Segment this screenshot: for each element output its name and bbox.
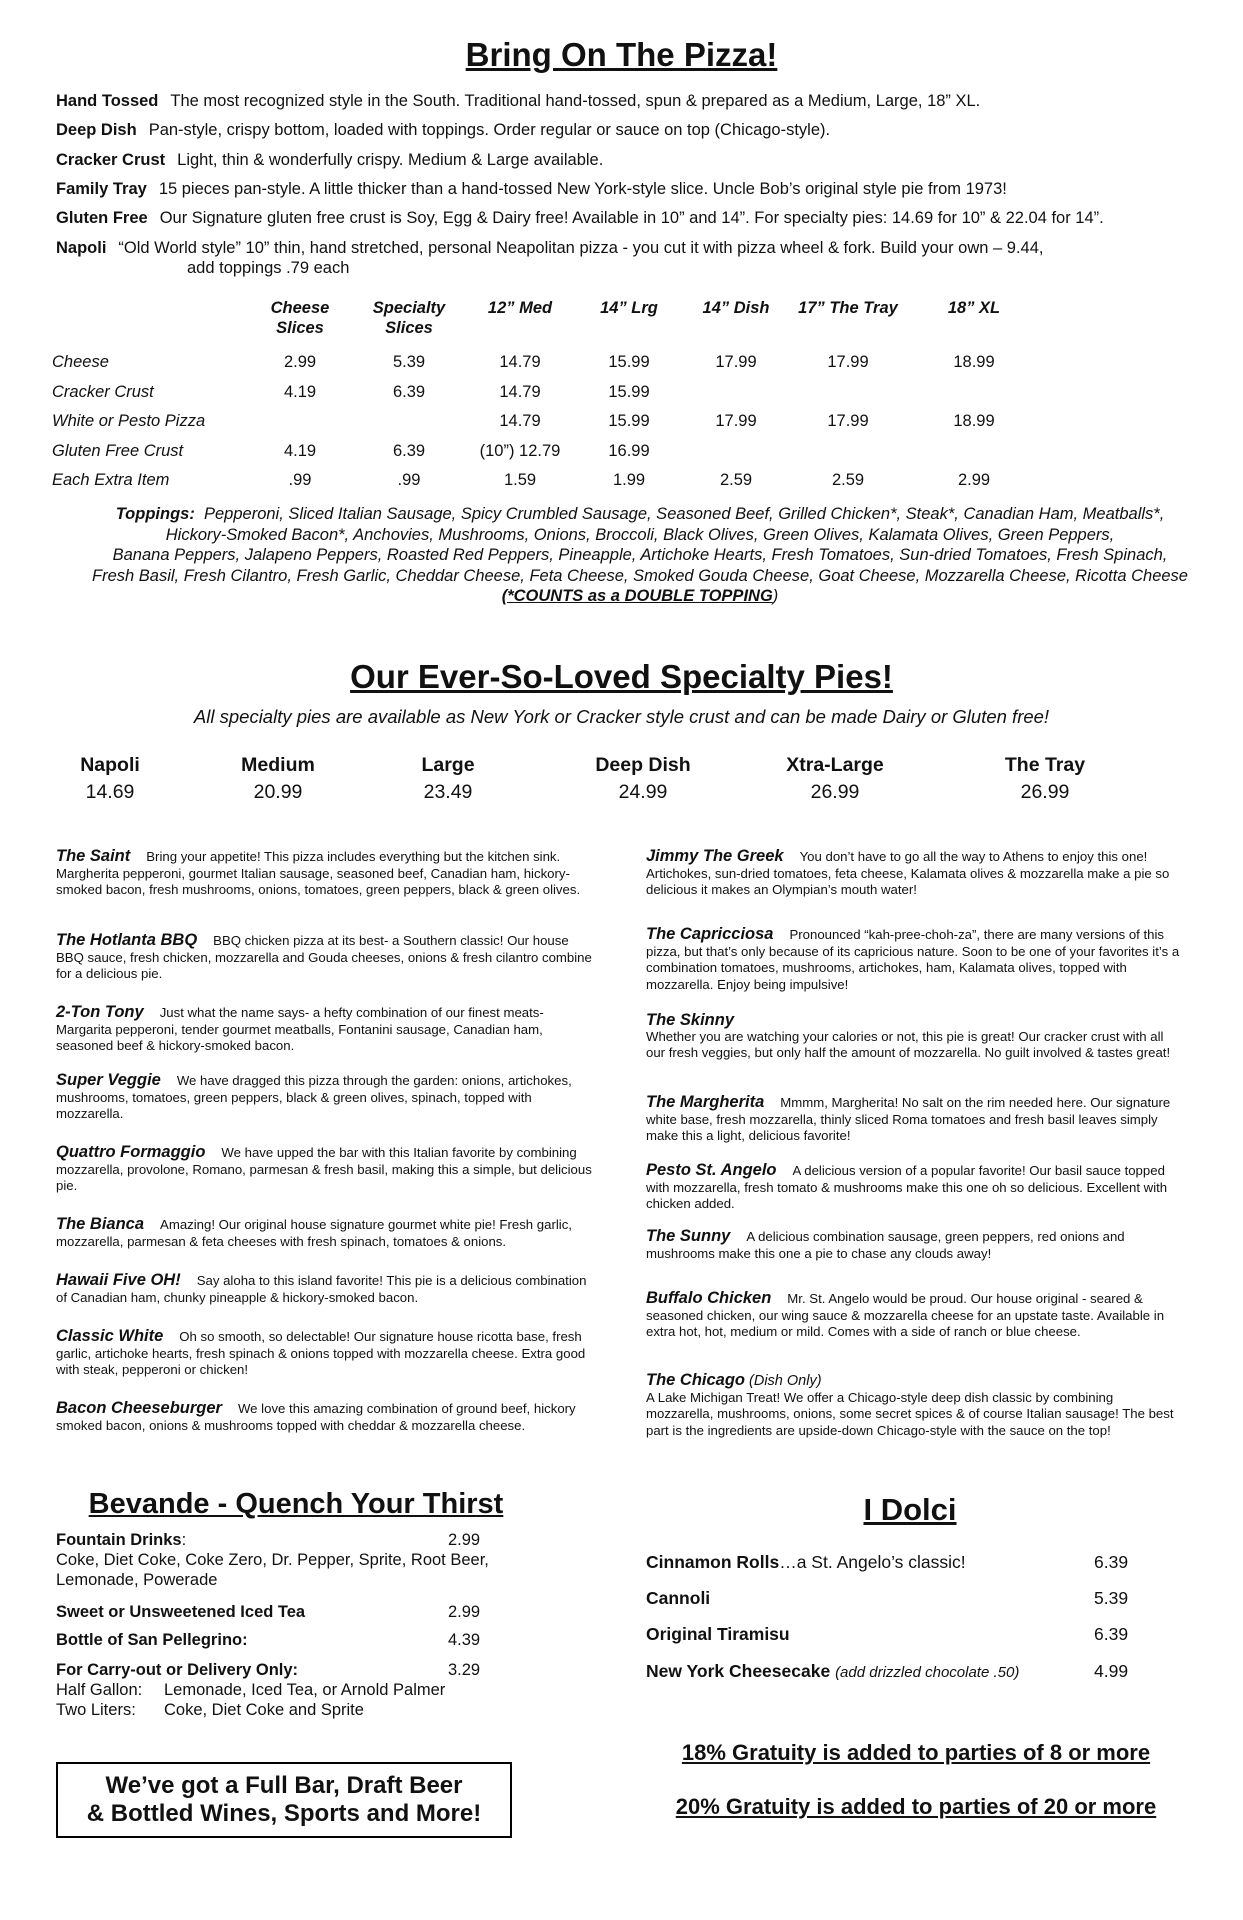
price-cell: 15.99 xyxy=(608,412,650,431)
size-large: Large 23.49 xyxy=(421,754,475,803)
price-cell: 2.99 xyxy=(957,471,991,490)
price-cell xyxy=(684,378,788,408)
table-row xyxy=(52,407,1040,437)
price-cell: 2.59 xyxy=(831,471,865,490)
price-cell: 15.99 xyxy=(608,382,650,401)
price-cell: 15.99 xyxy=(608,353,650,372)
pellegrino-row: Bottle of San Pellegrino: 4.39 xyxy=(56,1631,481,1649)
size-napoli: Napoli 14.69 xyxy=(80,754,140,803)
size-xtra-large: Xtra-Large 26.99 xyxy=(786,754,884,803)
toppings-list: Toppings: Pepperoni, Sliced Italian Sausage, Spicy Crumbled Sausage, Seasoned Beef, Grilled Chicken*, Steak*, Canadian Ham, Meatballs*, Hickory-Smoked Bacon*, Anchovies, Mushrooms, Onions, Broccoli, Black Olives, Green Olives, Kalamata Olives, Green Peppers, Banana Peppers, Jalapeno Peppers, Roasted Red Peppers, Pineapple, Artichoke Hearts, Fresh Tomatoes, Sun-dried Tomatoes, Fresh Spinach, Fresh Basil, Fresh Cilantro, Fresh Garlic, Cheddar Cheese, Feta Cheese, Smoked Gouda Cheese, Goat Cheese, Mozzarella Cheese, Ricotta Cheese (*COUNTS as a DOUBLE TOPPING) xyxy=(92,505,1188,605)
pie-hawaii-five-oh: Hawaii Five OH! Say aloha to this island favorite! This pie is a delicious combination of Canadian ham, chunky pineapple & hickory-smoked bacon. xyxy=(56,1271,587,1305)
price-cell: 4.19 xyxy=(283,382,317,401)
pie-classic-white: Classic White Oh so smooth, so delectable! Our signature house ricotta base, fresh garlic, artichoke hearts, fresh spinach & onions topped with mozzarella cheese. Extra good with steak, pepperoni or chicken! xyxy=(56,1327,586,1377)
row-label: Gluten Free Crust xyxy=(52,441,184,460)
toppings-label: Toppings: xyxy=(115,505,195,523)
price-cell: 17.99 xyxy=(715,353,757,372)
price-cell xyxy=(684,437,788,467)
price-cell xyxy=(908,378,1040,408)
price-cell: 2.99 xyxy=(283,353,317,372)
header-cell: 12” Med xyxy=(487,299,553,317)
price-cell: 1.99 xyxy=(612,471,646,490)
pie-hotlanta-bbq: The Hotlanta BBQ BBQ chicken pizza at its best- a Southern classic! Our house BBQ sauce, fresh chicken, mozzarella and Gouda cheeses, onions & fresh cilantro combine for a delicious pie. xyxy=(56,931,592,981)
pie-the-skinny: The Skinny Whether you are watching your calories or not, this pie is great! Our cracker crust with all our fresh veggies, but only half the amount of mozzarella. No guilt involved & tastes great! xyxy=(646,1011,1171,1060)
style-napoli: Napoli “Old World style” 10” thin, hand stretched, personal Neapolitan pizza - you cut it with pizza wheel & fork. Build your own – 9.44, xyxy=(56,239,1044,257)
row-label: White or Pesto Pizza xyxy=(52,412,206,431)
header-cell: 14” Lrg xyxy=(600,299,658,317)
row-label: Each Extra Item xyxy=(52,471,170,490)
gratuity-notice-8: 18% Gratuity is added to parties of 8 or more xyxy=(681,1740,1151,1765)
table-row xyxy=(52,378,1040,408)
half-gallon-row: Half Gallon: Lemonade, Iced Tea, or Arnold Palmer xyxy=(56,1681,446,1699)
price-cell xyxy=(788,437,908,467)
price-cell: 14.79 xyxy=(499,412,541,431)
row-label: Cheese xyxy=(52,353,109,372)
dolci-cannoli: Cannoli xyxy=(646,1588,711,1608)
pie-the-bianca: The Bianca Amazing! Our original house signature gourmet white pie! Fresh garlic, mozzarella, parmesan & feta cheeses with fresh spinach, tomatoes & onions. xyxy=(56,1215,572,1249)
size-the-tray: The Tray 26.99 xyxy=(1004,754,1086,803)
dolci-tiramisu: Original Tiramisu xyxy=(646,1624,790,1644)
header-cell: Specialty Slices xyxy=(372,299,446,337)
iced-tea-row: Sweet or Unsweetened Iced Tea 2.99 xyxy=(56,1603,481,1621)
full-bar-banner: We’ve got a Full Bar, Draft Beer & Bottled Wines, Sports and More! xyxy=(56,1762,512,1838)
pie-pesto-st-angelo: Pesto St. Angelo A delicious version of a popular favorite! Our basil sauce topped with mozzarella, fresh tomato & mushrooms make this one oh so delicious. Excellent with chicken added. xyxy=(646,1161,1168,1211)
pie-the-capricciosa: The Capricciosa Pronounced “kah-pree-choh-za”, there are many versions of this pizza, but that’s only because of its capricious nature. Soon to be one of your favorites it’s a combination tomatoes, mushrooms, artichokes, ham, Kalamata olives, topped with mozzarella. Enjoy being impulsive! xyxy=(646,925,1180,992)
price-cell: 17.99 xyxy=(827,353,869,372)
price-cell xyxy=(248,407,352,437)
pie-the-sunny: The Sunny A delicious combination sausage, green peppers, red onions and mushrooms make this one a pie to chase any clouds away! xyxy=(646,1227,1125,1261)
table-row xyxy=(52,466,1040,496)
style-gluten-free: Gluten Free Our Signature gluten free crust is Soy, Egg & Dairy free! Available in 10” and 14”. For specialty pies: 14.69 for 10” & 22.04 for 14”. xyxy=(56,209,1104,227)
pizza-section-title: Bring On The Pizza! xyxy=(465,36,778,73)
dolci-price: 6.39 xyxy=(1094,1624,1129,1644)
price-cell: 14.79 xyxy=(499,382,541,401)
pie-2-ton-tony: 2-Ton Tony Just what the name says- a hefty combination of our finest meats- Margarita pepperoni, tender gourmet meatballs, Fontanini sausage, Canadian ham, seasoned beef & hickory-smoked bacon. xyxy=(56,1003,544,1053)
style-hand-tossed: Hand Tossed The most recognized style in the South. Traditional hand-tossed, spun & prepared as a Medium, Large, 18” XL. xyxy=(56,92,981,110)
price-cell xyxy=(352,407,466,437)
header-cell: 17” The Tray xyxy=(798,299,898,317)
specialty-section-title: Our Ever-So-Loved Specialty Pies! xyxy=(350,658,893,695)
double-topping-note: (*COUNTS as a DOUBLE TOPPING xyxy=(501,587,773,605)
carryout-row: For Carry-out or Delivery Only: 3.29 xyxy=(56,1661,481,1679)
pie-super-veggie: Super Veggie We have dragged this pizza through the garden: onions, artichokes, mushrooms, tomatoes, green peppers, black & green olives, spinach, topped with mozzarella. xyxy=(56,1071,572,1121)
drinks-section-title: Bevande - Quench Your Thirst xyxy=(88,1488,504,1520)
table-row xyxy=(52,437,1040,467)
price-cell: .99 xyxy=(397,471,421,490)
price-cell: 14.79 xyxy=(499,353,541,372)
dolci-cinnamon-rolls: Cinnamon Rolls…a St. Angelo’s classic! xyxy=(646,1552,966,1572)
fountain-drinks-list: Coke, Diet Coke, Coke Zero, Dr. Pepper, Sprite, Root Beer, Lemonade, Powerade xyxy=(56,1551,489,1589)
price-table-header xyxy=(52,298,1040,348)
pie-bacon-cheeseburger: Bacon Cheeseburger We love this amazing combination of ground beef, hickory smoked bacon, onions & mushrooms topped with cheddar & mozzarella cheese. xyxy=(56,1399,576,1433)
size-deep-dish: Deep Dish 24.99 xyxy=(595,754,691,803)
drinks-list xyxy=(56,1530,536,1720)
price-cell: 17.99 xyxy=(827,412,869,431)
fountain-drinks-row: Fountain Drinks: 2.99 xyxy=(56,1531,481,1549)
price-cell: 4.19 xyxy=(283,441,317,460)
price-cell: 18.99 xyxy=(953,412,995,431)
header-cell: 18” XL xyxy=(947,299,1001,317)
header-cell: 14” Dish xyxy=(702,299,770,317)
price-cell: 2.59 xyxy=(719,471,753,490)
size-medium: Medium 20.99 xyxy=(241,754,315,803)
pie-the-saint: The Saint Bring your appetite! This pizza includes everything but the kitchen sink. Margherita pepperoni, gourmet Italian sausage, seasoned beef, Canadian ham, hickory-smoked bacon, fresh mushrooms, onions, tomatoes, green peppers, black & green olives. xyxy=(56,847,581,897)
gratuity-notice-20: 20% Gratuity is added to parties of 20 or more xyxy=(675,1794,1157,1819)
price-cell: .99 xyxy=(288,471,312,490)
specialty-subtitle: All specialty pies are available as New York or Cracker style crust and can be made Dairy or Gluten free! xyxy=(193,706,1050,727)
price-cell: 17.99 xyxy=(715,412,757,431)
price-cell: (10”) 12.79 xyxy=(479,441,561,460)
style-napoli-line2: add toppings .79 each xyxy=(187,259,350,277)
dolci-price: 4.99 xyxy=(1094,1661,1129,1681)
pie-jimmy-the-greek: Jimmy The Greek You don’t have to go all the way to Athens to enjoy this one! Artichokes, sun-dried tomatoes, feta cheese, Kalamata olives & mozzarella make a pie so delicious it makes an Olympian’s mouth water! xyxy=(646,847,1170,897)
table-row xyxy=(52,348,1040,378)
dolci-section-title: I Dolci xyxy=(863,1492,957,1527)
dolci-price: 5.39 xyxy=(1094,1588,1129,1608)
price-cell: 6.39 xyxy=(392,441,426,460)
price-cell: 6.39 xyxy=(392,382,426,401)
price-cell: 5.39 xyxy=(392,353,426,372)
pie-quattro-formaggio: Quattro Formaggio We have upped the bar with this Italian favorite by combining mozzarella, provolone, Romano, parmesan & fresh basil, making this a simple, but delicious pie. xyxy=(56,1143,592,1193)
row-label: Cracker Crust xyxy=(52,382,154,401)
pie-the-chicago: The Chicago (Dish Only) A Lake Michigan Treat! We offer a Chicago-style deep dish classic by combining mozzarella, mushrooms, onions, some secret spices & of course Italian sausage! The best part is the ingredients are upside-down Chicago-style with the sauce on the top! xyxy=(646,1371,1174,1438)
header-cell: Cheese Slices xyxy=(270,299,330,337)
price-cell: 18.99 xyxy=(953,353,995,372)
dolci-cheesecake: New York Cheesecake (add drizzled chocolate .50) xyxy=(646,1661,1020,1681)
dolci-price: 6.39 xyxy=(1094,1552,1129,1572)
price-cell xyxy=(908,437,1040,467)
price-cell xyxy=(788,378,908,408)
price-cell: 1.59 xyxy=(503,471,537,490)
style-cracker-crust: Cracker Crust Light, thin & wonderfully crispy. Medium & Large available. xyxy=(56,151,604,169)
price-cell: 16.99 xyxy=(608,441,650,460)
two-liters-row: Two Liters: Coke, Diet Coke and Sprite xyxy=(56,1701,364,1719)
style-deep-dish: Deep Dish Pan-style, crispy bottom, loaded with toppings. Order regular or sauce on top (Chicago-style). xyxy=(56,121,831,139)
pie-the-margherita: The Margherita Mmmm, Margherita! No salt on the rim needed here. Our signature white base, fresh mozzarella, thinly sliced Roma tomatoes and fresh basil leaves simply make this a light, delicious favorite! xyxy=(646,1093,1171,1143)
pie-buffalo-chicken: Buffalo Chicken Mr. St. Angelo would be proud. Our house original - seared & seasoned chicken, our wing sauce & mozzarella cheese for an upstate taste. Available in extra hot, hot, medium or mild. Comes with a side of ranch or blue cheese. xyxy=(646,1289,1165,1339)
style-family-tray: Family Tray 15 pieces pan-style. A little thicker than a hand-tossed New York-style slice. Uncle Bob’s original style pie from 1973! xyxy=(56,180,1007,198)
pizza-price-table xyxy=(52,298,1040,496)
